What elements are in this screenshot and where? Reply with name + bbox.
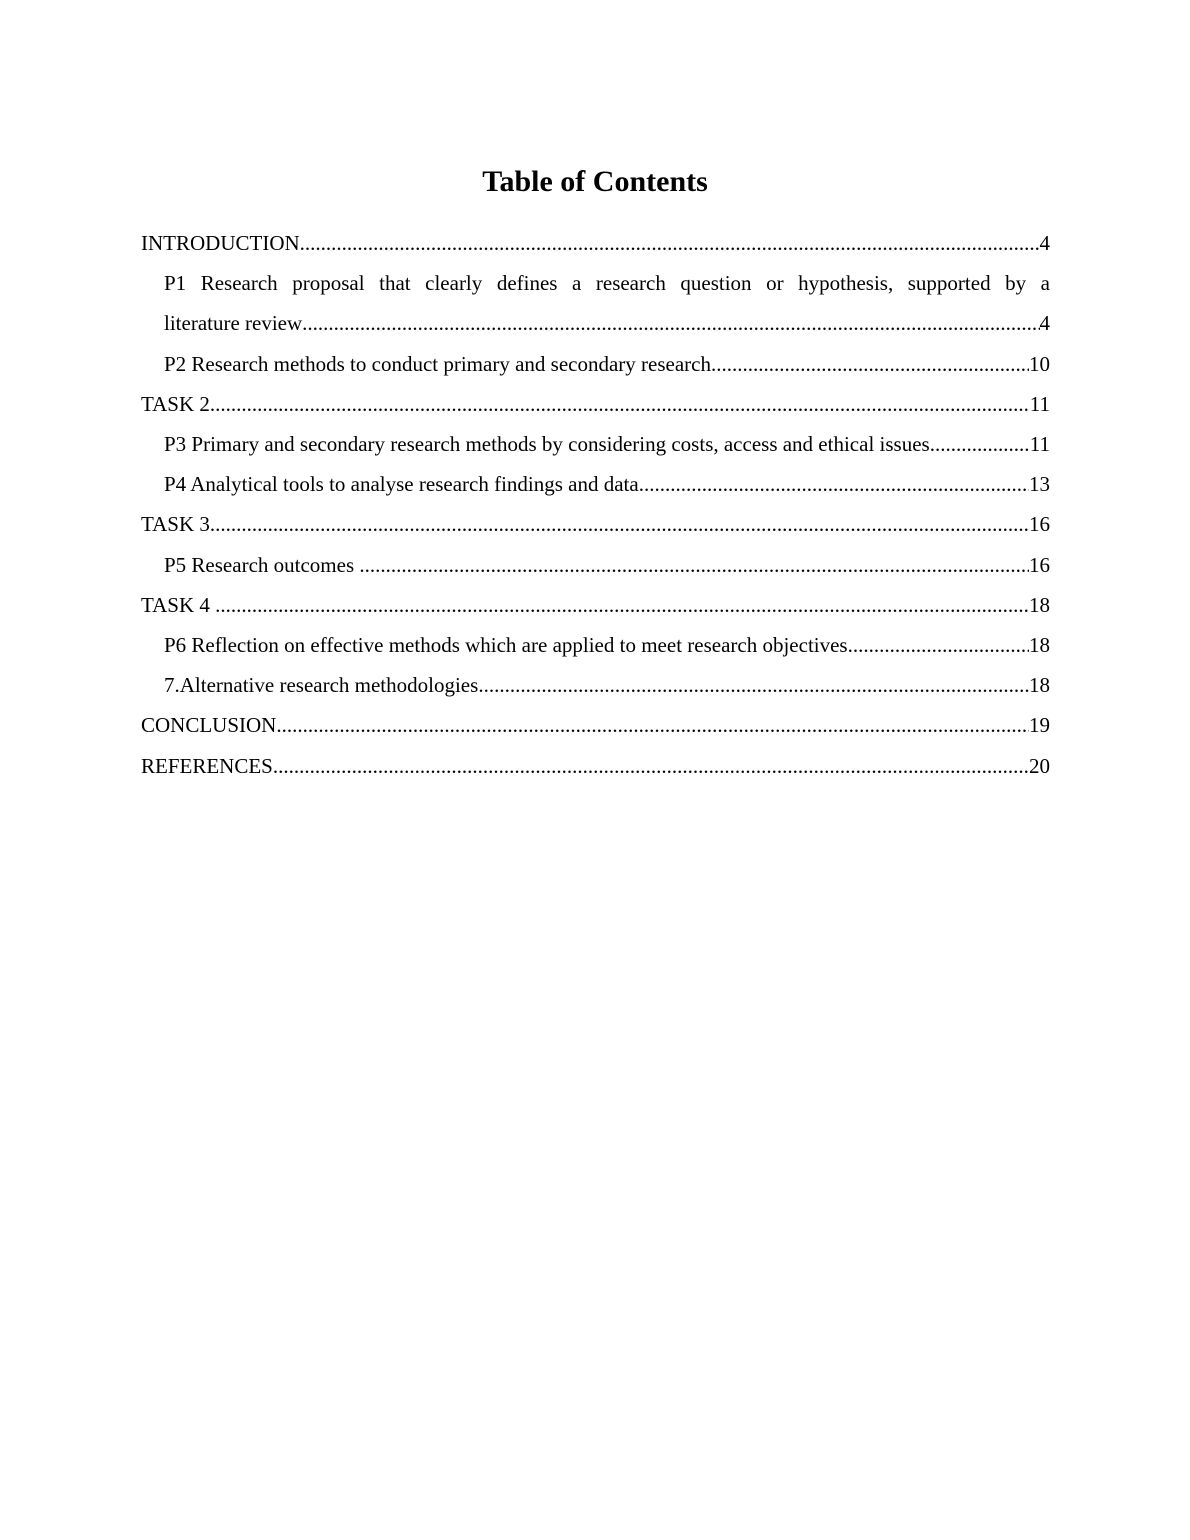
toc-page-number: 18	[1029, 633, 1050, 658]
toc-page-number: 16	[1029, 512, 1050, 537]
toc-page-number: 19	[1029, 713, 1050, 738]
toc-entry-task-2[interactable]	[141, 384, 1050, 424]
toc-entry-text: REFERENCES	[141, 753, 273, 778]
toc-dot-leader	[935, 424, 1030, 464]
toc-entry-text: P5 Research outcomes	[164, 552, 360, 577]
toc-entry-text: literature review	[164, 311, 303, 336]
toc-entry-text: P2 Research methods to conduct primary and secondary research	[164, 351, 711, 376]
toc-entry-text-line1: P1 Research proposal that clearly defines a research question or hypothesis, supported by a	[164, 271, 1050, 296]
toc-entry-references[interactable]	[141, 746, 1050, 786]
toc-entry-task-4[interactable]	[141, 585, 1050, 625]
toc-entry-text: P3 Primary and secondary research methods by considering costs, access and ethical issues.	[164, 432, 935, 457]
toc-entry-p3-primary-secondary[interactable]	[141, 424, 1050, 464]
toc-entry-text: P6 Reflection on effective methods which are applied to meet research objectives	[164, 633, 848, 658]
toc-entry-text: TASK 2	[141, 391, 210, 416]
toc-page-number: 4	[1039, 311, 1050, 336]
toc-dot-leader	[302, 303, 1039, 343]
toc-page-number: 10	[1029, 351, 1050, 376]
toc-entry-p2-research-methods[interactable]	[141, 344, 1050, 384]
toc-entry-p4-analytical-tools[interactable]	[141, 464, 1050, 504]
toc-title: Table of Contents	[482, 165, 708, 198]
toc-page-number: 11	[1029, 391, 1050, 416]
toc-entry-p6-reflection[interactable]	[141, 625, 1050, 665]
toc-dot-leader	[848, 625, 1029, 665]
toc-entry-p5-research-outcomes[interactable]	[141, 545, 1050, 585]
toc-entry-text: TASK 4	[141, 592, 216, 617]
toc-entry-introduction[interactable]	[141, 223, 1050, 263]
toc-entry-text: 7.Alternative research methodologies	[164, 673, 479, 698]
toc-page-number: 16	[1029, 552, 1050, 577]
toc-entry-text: P4 Analytical tools to analyse research findings and data	[164, 472, 639, 497]
toc-dot-leader	[215, 585, 1029, 625]
toc-page-number: 11	[1029, 432, 1050, 457]
toc-entry-task-3[interactable]	[141, 504, 1050, 544]
toc-dot-leader	[300, 223, 1040, 263]
toc-page-number: 13	[1029, 472, 1050, 497]
toc-dot-leader	[276, 705, 1029, 745]
toc-page-number: 4	[1039, 231, 1050, 255]
toc-page-number: 20	[1029, 753, 1050, 778]
toc-entry-text: TASK 3	[141, 512, 210, 537]
toc-dot-leader	[210, 384, 1030, 424]
toc-dot-leader	[639, 464, 1029, 504]
toc-dot-leader	[711, 344, 1029, 384]
toc-entry-conclusion[interactable]	[141, 705, 1050, 745]
table-of-contents	[141, 223, 1050, 786]
toc-page-number: 18	[1029, 592, 1050, 617]
toc-dot-leader	[478, 665, 1029, 705]
toc-dot-leader	[273, 746, 1029, 786]
toc-dot-leader	[359, 545, 1029, 585]
toc-entry-text: CONCLUSION	[141, 713, 277, 738]
toc-entry-alternative-methodologies[interactable]	[141, 665, 1050, 705]
toc-dot-leader	[210, 504, 1029, 544]
toc-entry-text: INTRODUCTION	[141, 231, 300, 255]
toc-page-number: 18	[1029, 673, 1050, 698]
toc-entry-p1-research-proposal[interactable]	[141, 263, 1050, 343]
